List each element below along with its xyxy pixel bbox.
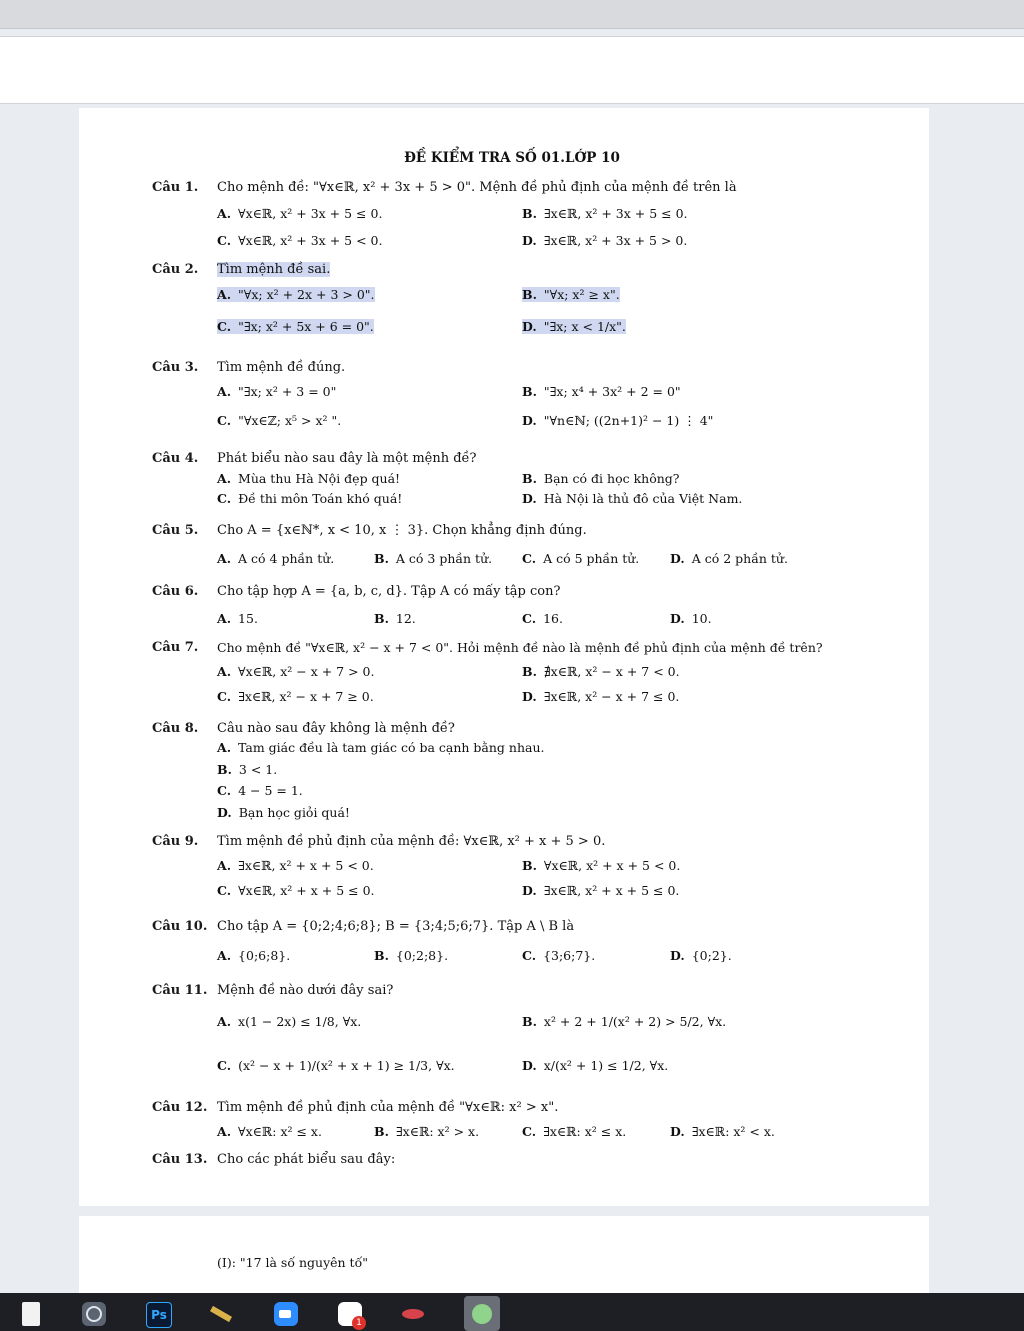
q8-option-a: A. Tam giác đều là tam giác có ba cạnh bằng nhau. — [217, 740, 545, 755]
option-letter: A. — [217, 551, 232, 566]
option-letter: C. — [522, 948, 537, 963]
option-letter: B. — [374, 611, 389, 626]
q8-option-c: C. 4 − 5 = 1. — [217, 783, 303, 798]
q12-option-b: B. ∃x∈ℝ: x² > x. — [374, 1124, 480, 1139]
q6-option-c: C. 16. — [522, 611, 563, 626]
option-letter: C. — [217, 233, 232, 248]
question-10-number: Câu 10. — [152, 919, 208, 934]
question-5-number: Câu 5. — [152, 523, 199, 538]
app-icon[interactable] — [210, 1302, 234, 1326]
q10-option-a: A. {0;6;8}. — [217, 948, 291, 963]
question-6-number: Câu 6. — [152, 584, 199, 599]
question-12-number: Câu 12. — [152, 1100, 208, 1115]
option-letter: B. — [522, 287, 537, 302]
q6-option-d: D. 10. — [670, 611, 712, 626]
q7-option-c: C. ∃x∈ℝ, x² − x + 7 ≥ 0. — [217, 689, 374, 704]
option-letter: B. — [374, 948, 389, 963]
option-letter: D. — [522, 689, 537, 704]
q1-option-b: B. ∃x∈ℝ, x² + 3x + 5 ≤ 0. — [522, 206, 688, 221]
option-letter: D. — [670, 1124, 685, 1139]
question-11-text: Mệnh đề nào dưới đây sai? — [217, 983, 394, 998]
q11-option-b: B. x² + 2 + 1/(x² + 2) > 5/2, ∀x. — [522, 1014, 727, 1029]
option-letter: B. — [522, 858, 537, 873]
option-letter: B. — [522, 384, 537, 399]
option-letter: A. — [217, 471, 232, 486]
file-icon[interactable] — [22, 1302, 40, 1326]
app2-icon-shape — [472, 1304, 492, 1324]
question-4-number: Câu 4. — [152, 451, 199, 466]
option-letter: B. — [374, 1124, 389, 1139]
option-letter: D. — [522, 319, 537, 334]
question-7-number: Câu 7. — [152, 640, 199, 655]
q9-option-b: B. ∀x∈ℝ, x² + x + 5 < 0. — [522, 858, 681, 873]
q3-option-c: C. "∀x∈ℤ; x⁵ > x² ". — [217, 413, 342, 428]
option-letter: A. — [217, 858, 232, 873]
question-3-text: Tìm mệnh đề đúng. — [217, 360, 346, 375]
option-letter: C. — [217, 1058, 232, 1073]
photoshop-icon[interactable]: Ps — [146, 1302, 172, 1328]
q8-option-b: B. 3 < 1. — [217, 762, 278, 777]
q2-option-b: B. "∀x; x² ≥ x". — [522, 287, 620, 302]
option-letter: C. — [217, 883, 232, 898]
q7-option-a: A. ∀x∈ℝ, x² − x + 7 > 0. — [217, 664, 375, 679]
question-6-text: Cho tập hợp A = {a, b, c, d}. Tập A có mấy tập con? — [217, 584, 561, 599]
toolbar-strip — [0, 36, 1024, 104]
option-letter: C. — [217, 319, 232, 334]
q12-option-a: A. ∀x∈ℝ: x² ≤ x. — [217, 1124, 322, 1139]
option-letter: B. — [522, 664, 537, 679]
q5-option-c: C. A có 5 phần tử. — [522, 551, 640, 566]
q4-option-c: C. Đề thi môn Toán khó quá! — [217, 491, 403, 506]
camera-icon[interactable] — [82, 1302, 106, 1326]
option-letter: D. — [522, 883, 537, 898]
question-8-number: Câu 8. — [152, 721, 199, 736]
statement-1: (I): "17 là số nguyên tố" — [217, 1255, 368, 1270]
document-page-2 — [79, 1216, 929, 1296]
q4-option-d: D. Hà Nội là thủ đô của Việt Nam. — [522, 491, 743, 506]
browser-top-bar — [0, 0, 1024, 29]
q2-option-d: D. "∃x; x < 1/x". — [522, 319, 626, 334]
q5-option-b: B. A có 3 phần tử. — [374, 551, 493, 566]
q7-option-b: B. ∄x∈ℝ, x² − x + 7 < 0. — [522, 664, 680, 679]
option-letter: D. — [217, 805, 232, 820]
q3-option-b: B. "∃x; x⁴ + 3x² + 2 = 0" — [522, 384, 681, 399]
question-13-text: Cho các phát biểu sau đây: — [217, 1152, 396, 1167]
q4-option-b: B. Bạn có đi học không? — [522, 471, 680, 486]
option-letter: A. — [217, 384, 232, 399]
page-title: ĐỀ KIỂM TRA SỐ 01.LỚP 10 — [404, 150, 620, 166]
q12-option-d: D. ∃x∈ℝ: x² < x. — [670, 1124, 775, 1139]
option-letter: A. — [217, 664, 232, 679]
q1-option-a: A. ∀x∈ℝ, x² + 3x + 5 ≤ 0. — [217, 206, 383, 221]
question-2-text: Tìm mệnh đề sai. — [217, 262, 331, 277]
notification-badge: 1 — [352, 1316, 366, 1330]
option-letter: B. — [522, 471, 537, 486]
option-letter: D. — [670, 611, 685, 626]
option-letter: D. — [670, 551, 685, 566]
document-page — [79, 108, 929, 1206]
q11-option-a: A. x(1 − 2x) ≤ 1/8, ∀x. — [217, 1014, 362, 1029]
question-3-number: Câu 3. — [152, 360, 199, 375]
question-9-text: Tìm mệnh đề phủ định của mệnh đề: ∀x∈ℝ, x² + x + 5 > 0. — [217, 834, 606, 849]
question-1-text: Cho mệnh đề: "∀x∈ℝ, x² + 3x + 5 > 0". Mệnh đề phủ định của mệnh đề trên là — [217, 180, 737, 195]
q1-option-c: C. ∀x∈ℝ, x² + 3x + 5 < 0. — [217, 233, 383, 248]
question-7-text: Cho mệnh đề "∀x∈ℝ, x² − x + 7 < 0". Hỏi mệnh đề nào là mệnh đề phủ định của mệnh đề trên? — [217, 640, 823, 655]
q10-option-d: D. {0;2}. — [670, 948, 732, 963]
browser-icon-shape — [402, 1309, 424, 1319]
option-letter: A. — [217, 948, 232, 963]
q8-option-d: D. Bạn học giỏi quá! — [217, 805, 350, 820]
question-4-text: Phát biểu nào sau đây là một mệnh đề? — [217, 451, 477, 466]
option-letter: A. — [217, 287, 232, 302]
option-letter: D. — [522, 413, 537, 428]
question-5-text: Cho A = {x∈ℕ*, x < 10, x ⋮ 3}. Chọn khẳng định đúng. — [217, 523, 587, 538]
zalo-icon[interactable] — [338, 1302, 362, 1326]
zoom-camera-shape — [279, 1310, 291, 1318]
option-letter: C. — [522, 611, 537, 626]
q10-option-c: C. {3;6;7}. — [522, 948, 596, 963]
q7-option-d: D. ∃x∈ℝ, x² − x + 7 ≤ 0. — [522, 689, 680, 704]
q5-option-d: D. A có 2 phần tử. — [670, 551, 788, 566]
q9-option-a: A. ∃x∈ℝ, x² + x + 5 < 0. — [217, 858, 374, 873]
camera-lens-icon — [86, 1306, 102, 1322]
q1-option-d: D. ∃x∈ℝ, x² + 3x + 5 > 0. — [522, 233, 688, 248]
question-11-number: Câu 11. — [152, 983, 208, 998]
option-letter: A. — [217, 1014, 232, 1029]
q9-option-c: C. ∀x∈ℝ, x² + x + 5 ≤ 0. — [217, 883, 375, 898]
question-12-text: Tìm mệnh đề phủ định của mệnh đề "∀x∈ℝ: x² > x". — [217, 1100, 559, 1115]
question-9-number: Câu 9. — [152, 834, 199, 849]
q2-option-c: C. "∃x; x² + 5x + 6 = 0". — [217, 319, 374, 334]
zoom-icon[interactable] — [274, 1302, 298, 1326]
q6-option-a: A. 15. — [217, 611, 258, 626]
question-2-number: Câu 2. — [152, 262, 199, 277]
option-letter: D. — [522, 233, 537, 248]
q12-option-c: C. ∃x∈ℝ: x² ≤ x. — [522, 1124, 627, 1139]
option-letter: C. — [522, 1124, 537, 1139]
q11-option-d: D. x/(x² + 1) ≤ 1/2, ∀x. — [522, 1058, 669, 1073]
browser-icon[interactable] — [402, 1302, 426, 1326]
q10-option-b: B. {0;2;8}. — [374, 948, 449, 963]
q4-option-a: A. Mùa thu Hà Nội đẹp quá! — [217, 471, 401, 486]
question-1-number: Câu 1. — [152, 180, 199, 195]
option-letter: C. — [217, 783, 232, 798]
option-letter: D. — [522, 1058, 537, 1073]
q2-option-a: A. "∀x; x² + 2x + 3 > 0". — [217, 287, 375, 302]
option-letter: A. — [217, 206, 232, 221]
app-icon-shape — [210, 1306, 232, 1322]
option-letter: C. — [217, 689, 232, 704]
q9-option-d: D. ∃x∈ℝ, x² + x + 5 ≤ 0. — [522, 883, 680, 898]
option-letter: C. — [217, 491, 232, 506]
q3-option-a: A. "∃x; x² + 3 = 0" — [217, 384, 337, 399]
option-letter: B. — [522, 206, 537, 221]
option-letter: B. — [522, 1014, 537, 1029]
q5-option-a: A. A có 4 phần tử. — [217, 551, 335, 566]
option-letter: B. — [217, 762, 232, 777]
option-letter: B. — [374, 551, 389, 566]
question-8-text: Câu nào sau đây không là mệnh đề? — [217, 721, 455, 736]
option-letter: A. — [217, 611, 232, 626]
question-13-number: Câu 13. — [152, 1152, 208, 1167]
question-10-text: Cho tập A = {0;2;4;6;8}; B = {3;4;5;6;7}. Tập A \ B là — [217, 919, 575, 934]
q11-option-c: C. (x² − x + 1)/(x² + x + 1) ≥ 1/3, ∀x. — [217, 1058, 455, 1073]
app2-icon[interactable] — [464, 1296, 500, 1331]
option-letter: C. — [522, 551, 537, 566]
option-letter: A. — [217, 1124, 232, 1139]
q6-option-b: B. 12. — [374, 611, 416, 626]
option-letter: A. — [217, 740, 232, 755]
option-letter: C. — [217, 413, 232, 428]
option-letter: D. — [522, 491, 537, 506]
q3-option-d: D. "∀n∈ℕ; ((2n+1)² − 1) ⋮ 4" — [522, 413, 714, 428]
option-letter: D. — [670, 948, 685, 963]
